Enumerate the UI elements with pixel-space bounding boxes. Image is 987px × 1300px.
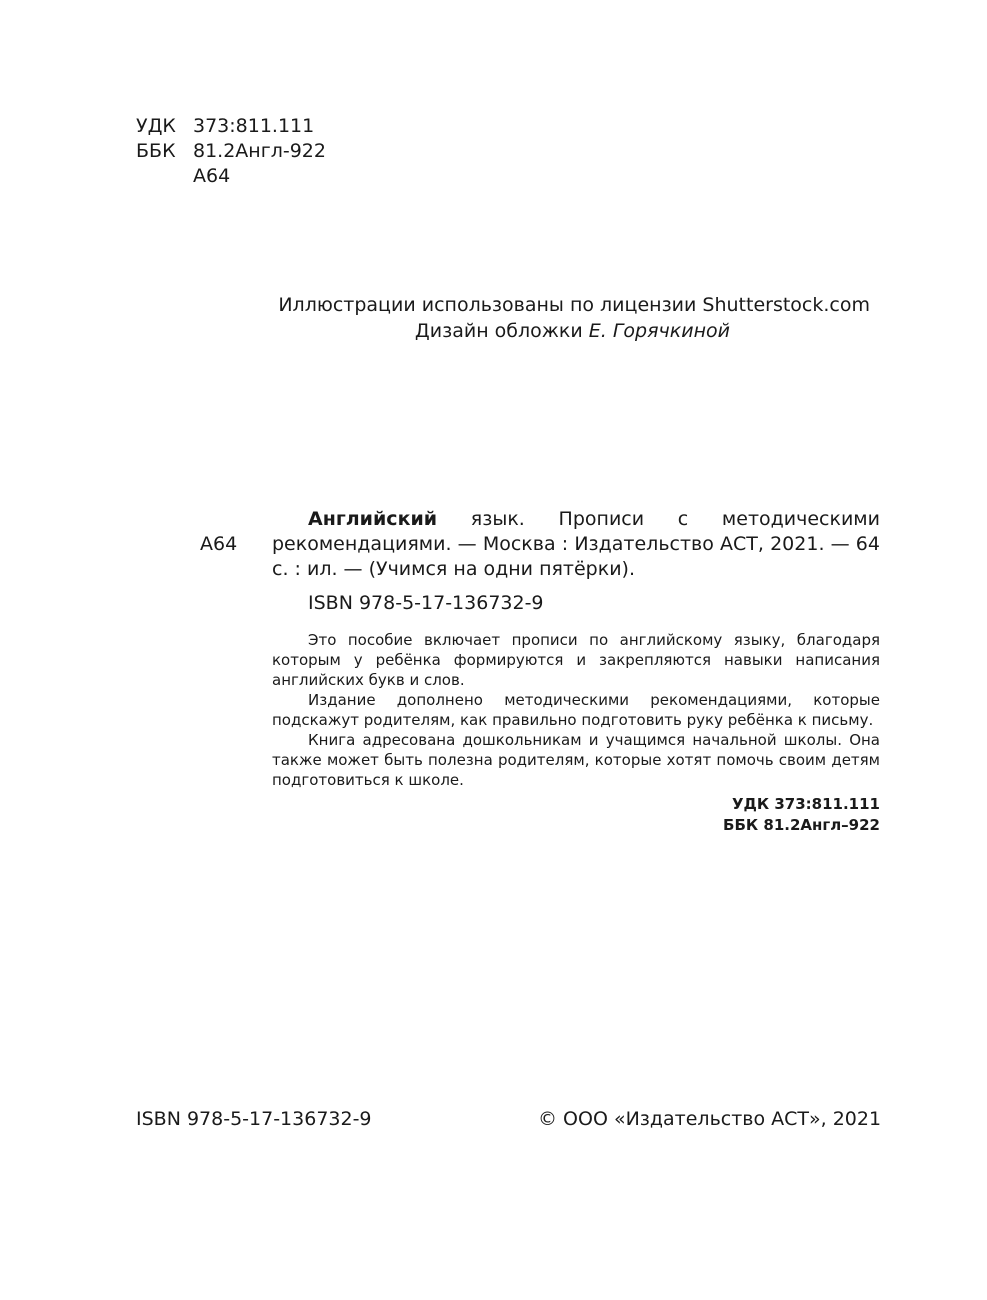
udk-row [136, 114, 326, 139]
author-mark-row [136, 164, 326, 189]
cover-design-credit [200, 318, 870, 344]
bbk-value: 81.2Англ-922 [193, 140, 326, 162]
annotation-paragraph: Это пособие включает прописи по английскому языку, благодаря которым у ребёнка формируются и закрепляются навыки написания английских букв и слов. [272, 631, 880, 689]
udk-label: УДК [136, 115, 176, 137]
bib-text: язык. Прописи с методическими рекомендациями. — Москва : Издательство АСТ, 2021. — 64 с. : ил. — (Учимся на одни пятёрки). [272, 508, 880, 580]
annotation-paragraph: Книга адресована дошкольникам и учащимся начальной школы. Она также может быть полезна родителям, которые хотят помочь своим детям подготовиться к школе. [272, 731, 880, 789]
credits [200, 292, 870, 344]
cover-designer-name: Е. Горячкиной [588, 320, 730, 342]
udk-value: 373:811.111 [193, 115, 315, 137]
annotation-paragraph: Издание дополнено методическими рекомендациями, которые подскажут родителям, как правильно подготовить руку ребёнка к письму. [272, 691, 880, 729]
footer-copyright: © ООО «Издательство АСТ», 2021 [538, 1108, 882, 1130]
catalog-card [272, 507, 880, 836]
author-mark: А64 [193, 165, 231, 187]
bibliographic-record [272, 507, 880, 582]
card-classification-codes [272, 794, 880, 836]
annotation [272, 630, 880, 790]
card-author-mark: А64 [200, 533, 238, 555]
bbk-row [136, 139, 326, 164]
bbk-label: ББК [136, 140, 176, 162]
cover-design-prefix: Дизайн обложки [414, 320, 583, 342]
footer-isbn: ISBN 978-5-17-136732-9 [136, 1108, 372, 1130]
card-bbk: ББК 81.2Англ–922 [723, 816, 880, 834]
card-udk: УДК 373:811.111 [731, 795, 880, 813]
bib-title-bold: Английский [308, 508, 438, 530]
classification-codes [136, 114, 326, 189]
illustrations-credit: Иллюстрации использованы по лицензии Shutterstock.com [278, 294, 870, 316]
card-isbn: ISBN 978-5-17-136732-9 [308, 592, 544, 614]
